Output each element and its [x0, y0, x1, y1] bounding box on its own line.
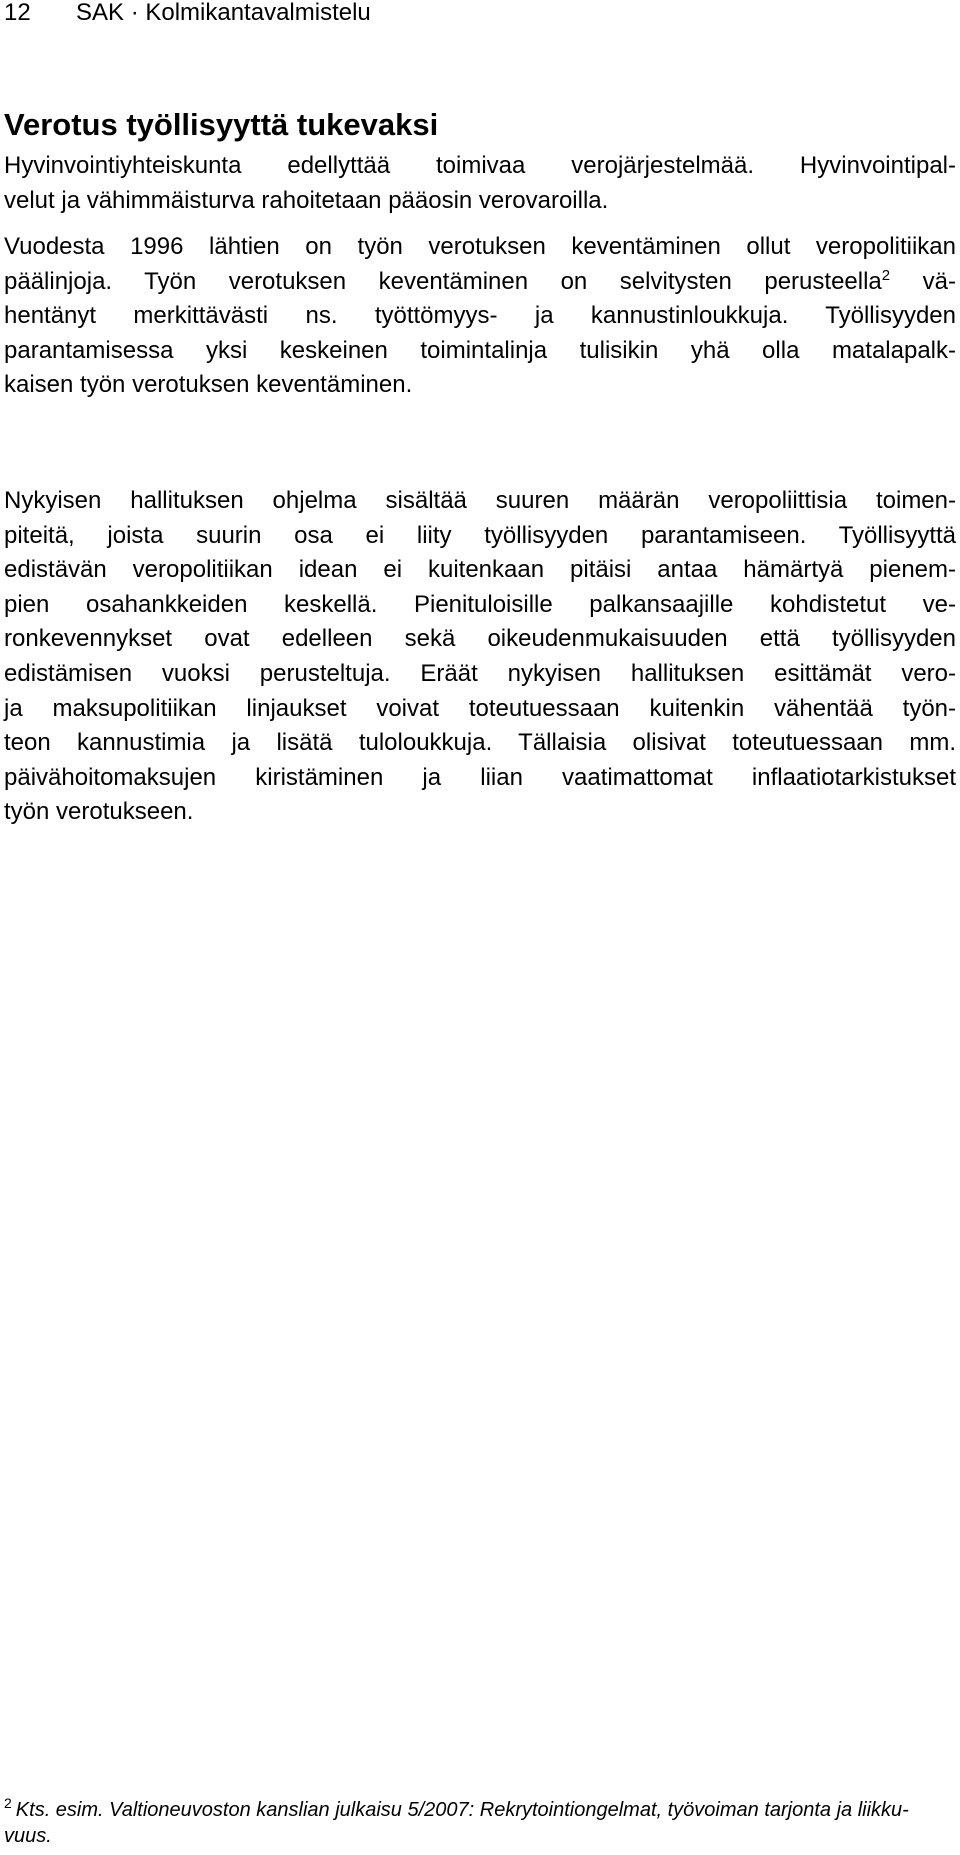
paragraph-line: Vuodesta 1996 lähtien on työn verotuksen keventäminen ollut veropolitiikan [4, 233, 956, 260]
paragraph-line-suffix: vä- [890, 267, 956, 295]
paragraph-line: piteitä, joista suurin osa ei liity työllisyyden parantamiseen. Työllisyyttä [4, 521, 956, 549]
paragraph-line: Hyvinvointiyhteiskunta edellyttää toimivaa verojärjestelmää. Hyvinvointipal- [4, 152, 956, 179]
paragraph-2 [4, 230, 956, 403]
paragraph-line: edistämisen vuoksi perusteltuja. Eräät nykyisen hallituksen esittämät vero- [4, 659, 956, 687]
publication-title: SAK · Kolmikantavalmistelu [76, 0, 371, 26]
footnote-reference[interactable]: 2 [881, 266, 891, 284]
paragraph-line: parantamisessa yksi keskeinen toimintalinja tulisikin yhä olla matalapalk- [4, 336, 956, 364]
paragraph-line: edistävän veropolitiikan idean ei kuitenkaan pitäisi antaa hämärtyä pienem- [4, 556, 956, 584]
paragraph-line: hentänyt merkittävästi ns. työttömyys- ja kannustinloukkuja. Työllisyyden [4, 302, 956, 330]
paragraph-line: ja maksupolitiikan linjaukset voivat toteutuessaan kuitenkin vähentää työn- [4, 694, 956, 722]
paragraph-line-with-footnote [4, 265, 956, 300]
page-number: 12 [4, 0, 31, 26]
footnote-continuation [4, 1823, 952, 1849]
footnote-text: Kts. esim. Valtioneuvoston kanslian julkaisu 5/2007: Rekrytointiongelmat, työvoiman tarjonta ja liikku- [15, 1799, 909, 1821]
paragraph-line: Nykyisen hallituksen ohjelma sisältää suuren määrän veropoliittisia toimen- [4, 487, 956, 514]
footnote [4, 1797, 952, 1823]
paragraph-3 [4, 484, 956, 830]
paragraph-line-text: päälinjoja. Työn verotuksen keventäminen on selvitysten perusteella [4, 267, 882, 295]
paragraph-line: pien osahankkeiden keskellä. Pienituloisille palkansaajille kohdistetut ve- [4, 590, 956, 618]
footnote-mark: 2 [4, 1795, 12, 1811]
paragraph-line: kaisen työn verotuksen keventäminen. [4, 371, 413, 399]
paragraph-1 [4, 149, 956, 218]
paragraph-line: teon kannustimia ja lisätä tuloloukkuja. Tällaisia olisivat toteutuessaan mm. [4, 729, 956, 757]
paragraph-line: velut ja vähimmäisturva rahoitetaan pääosin verovaroilla. [4, 186, 609, 214]
footnote-text: vuus. [4, 1825, 52, 1847]
section-title: Verotus työllisyyttä tukevaksi [4, 107, 439, 142]
paragraph-line: päivähoitomaksujen kiristäminen ja liian vaatimattomat inflaatiotarkistukset [4, 763, 956, 791]
page-header [4, 0, 371, 28]
paragraph-line: työn verotukseen. [4, 798, 194, 826]
paragraph-line: ronkevennykset ovat edelleen sekä oikeudenmukaisuuden että työllisyyden [4, 625, 956, 653]
